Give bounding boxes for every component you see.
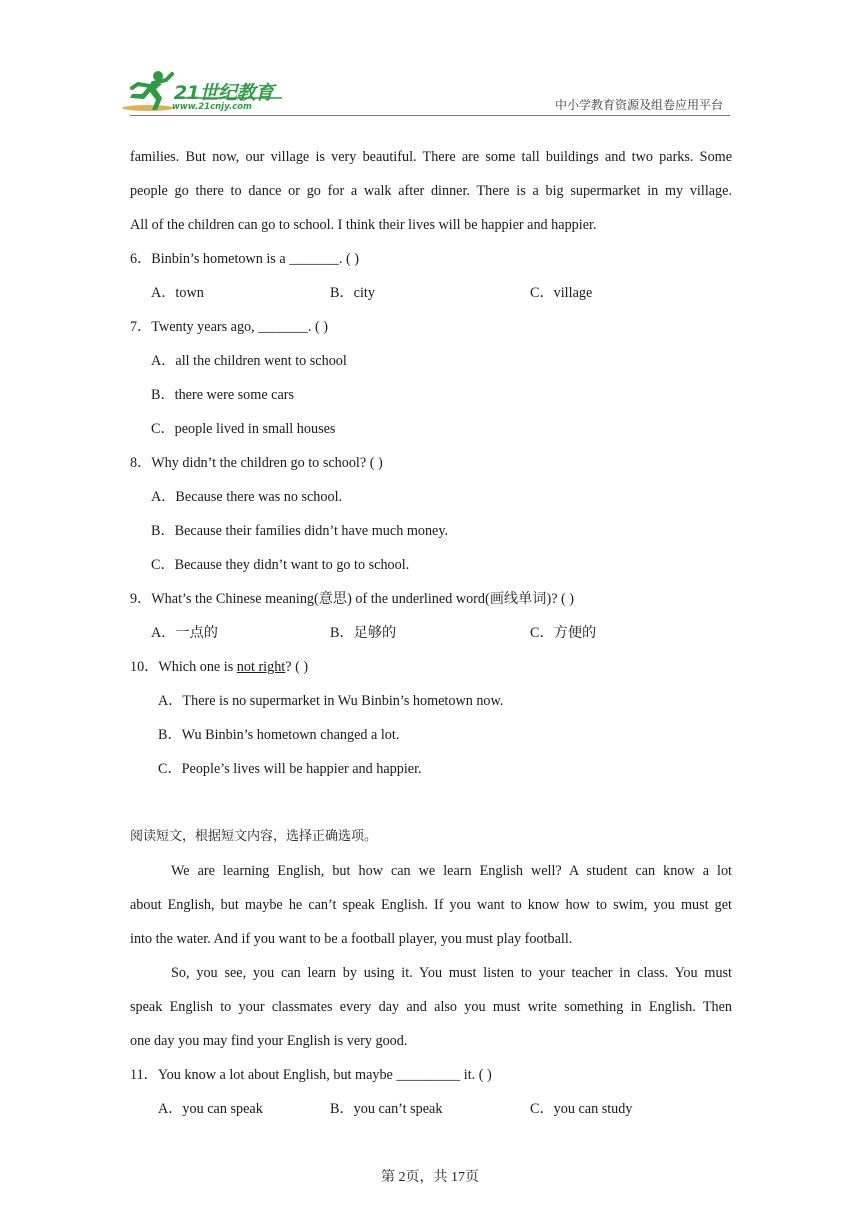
option-c[interactable]: C．方便的 (530, 625, 597, 641)
page-number: 第 2页，共 17页 (381, 1170, 479, 1185)
question-11-options (130, 1092, 732, 1126)
option-c[interactable]: C．People’s lives will be happier and happier. (158, 761, 422, 777)
option-c[interactable]: C．Because they didn’t want to go to school. (151, 557, 410, 573)
passage-line: about English, but maybe he can’t speak English. If you want to know how to swim, you must get (130, 897, 732, 913)
stem-text: ? ( ) (285, 659, 309, 675)
question-6-options (130, 276, 732, 310)
option-b[interactable]: B．足够的 (330, 625, 397, 641)
option-a[interactable]: A．There is no supermarket in Wu Binbin’s hometown now. (158, 693, 504, 709)
site-logo (122, 68, 290, 114)
option-a[interactable]: A．you can speak (158, 1101, 263, 1117)
section-instruction: 阅读短文，根据短文内容，选择正确选项。 (130, 829, 378, 844)
question-11-stem: 11．You know a lot about English, but maybe _________ it. ( ) (130, 1067, 492, 1083)
stem-text: 10．Which one is (130, 659, 237, 675)
page-header (0, 0, 860, 118)
option-c[interactable]: C．village (530, 285, 593, 301)
section-gap (130, 786, 732, 820)
option-a[interactable]: A．一点的 (151, 625, 218, 641)
passage-line: people go there to dance or go for a walk after dinner. There is a big supermarket in my village. (130, 183, 732, 199)
option-a[interactable]: A．all the children went to school (151, 353, 347, 369)
question-10-stem (130, 650, 732, 684)
header-divider (130, 115, 730, 116)
option-b[interactable]: B．Because their families didn’t have much money. (151, 523, 449, 539)
logo-name: 21世纪教育 (174, 82, 274, 104)
question-9-stem: 9．What’s the Chinese meaning(意思) of the underlined word(画线单词)? ( ) (130, 591, 575, 607)
question-7-stem: 7．Twenty years ago, _______. ( ) (130, 319, 328, 335)
header-platform-text: 中小学教育资源及组卷应用平台 (554, 98, 723, 112)
page-content (130, 140, 732, 1126)
passage-line: We are learning English, but how can we learn English well? A student can know a lot (171, 863, 732, 879)
question-9-options (130, 616, 732, 650)
option-a[interactable]: A．town (151, 285, 204, 301)
option-c[interactable]: C．you can study (530, 1101, 633, 1117)
question-6-stem: 6．Binbin’s hometown is a _______. ( ) (130, 251, 359, 267)
passage-line: speak English to your classmates every day and also you must write something in English. Then (130, 999, 732, 1015)
option-b[interactable]: B．city (330, 285, 375, 301)
underlined-phrase: not right (236, 659, 286, 675)
passage-line: So, you see, you can learn by using it. You must listen to your teacher in class. You must (171, 965, 732, 981)
passage-line: one day you may find your English is very good. (130, 1033, 408, 1049)
logo-url: www.21cnjy.com (172, 102, 252, 112)
option-a[interactable]: A．Because there was no school. (151, 489, 343, 505)
option-c[interactable]: C．people lived in small houses (151, 421, 336, 437)
option-b[interactable]: B．there were some cars (151, 387, 294, 403)
question-8-stem: 8．Why didn’t the children go to school? ( ) (130, 455, 383, 471)
option-b[interactable]: B．you can’t speak (330, 1101, 443, 1117)
passage-line: All of the children can go to school. I think their lives will be happier and happier. (130, 217, 597, 233)
passage-line: families. But now, our village is very beautiful. There are some tall buildings and two parks. Some (130, 149, 732, 165)
passage-line: into the water. And if you want to be a football player, you must play football. (130, 931, 573, 947)
option-b[interactable]: B．Wu Binbin’s hometown changed a lot. (158, 727, 400, 743)
